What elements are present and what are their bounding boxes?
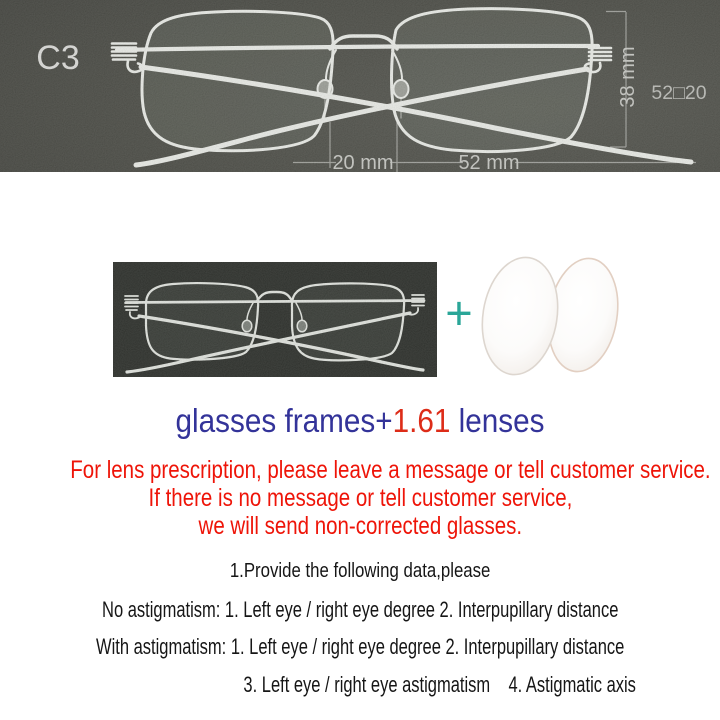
- plus-icon: +: [445, 286, 473, 339]
- glasses-thumbnail-photo: [113, 262, 437, 377]
- left-lens: [474, 252, 566, 379]
- notice-line-3: we will send non-corrected glasses.: [198, 512, 522, 540]
- notice-line-2: If there is no message or tell customer service,: [148, 484, 572, 512]
- thumb-grain-texture: [113, 262, 437, 377]
- title-suffix: lenses: [450, 402, 545, 439]
- title-lens-index: 1.61: [392, 402, 451, 439]
- photo-grain-texture: [0, 0, 720, 172]
- instruction-line-4: 3. Left eye / right eye astigmatism 4. Astigmatic axis: [243, 671, 637, 697]
- notice-line-1: For lens prescription, please leave a message or tell customer service.: [70, 456, 711, 484]
- prescription-data-instructions: [0, 553, 720, 703]
- instruction-line-3: With astigmatism: 1. Left eye / right eye degree 2. Interpupillary distance: [95, 634, 625, 659]
- frame-dimension-drawing: [0, 0, 720, 172]
- title-prefix: glasses frames+: [175, 402, 393, 439]
- lens-pair-image: [470, 251, 630, 379]
- instruction-line-2: No astigmatism: 1. Left eye / right eye degree 2. Interpupillary distance: [101, 596, 619, 622]
- frame-dimension-photo: [0, 0, 720, 172]
- product-title: [0, 398, 720, 444]
- glasses-thumbnail-drawing: [113, 262, 437, 377]
- prescription-notice: [0, 456, 720, 540]
- instruction-line-1: 1.Provide the following data,please: [229, 560, 491, 582]
